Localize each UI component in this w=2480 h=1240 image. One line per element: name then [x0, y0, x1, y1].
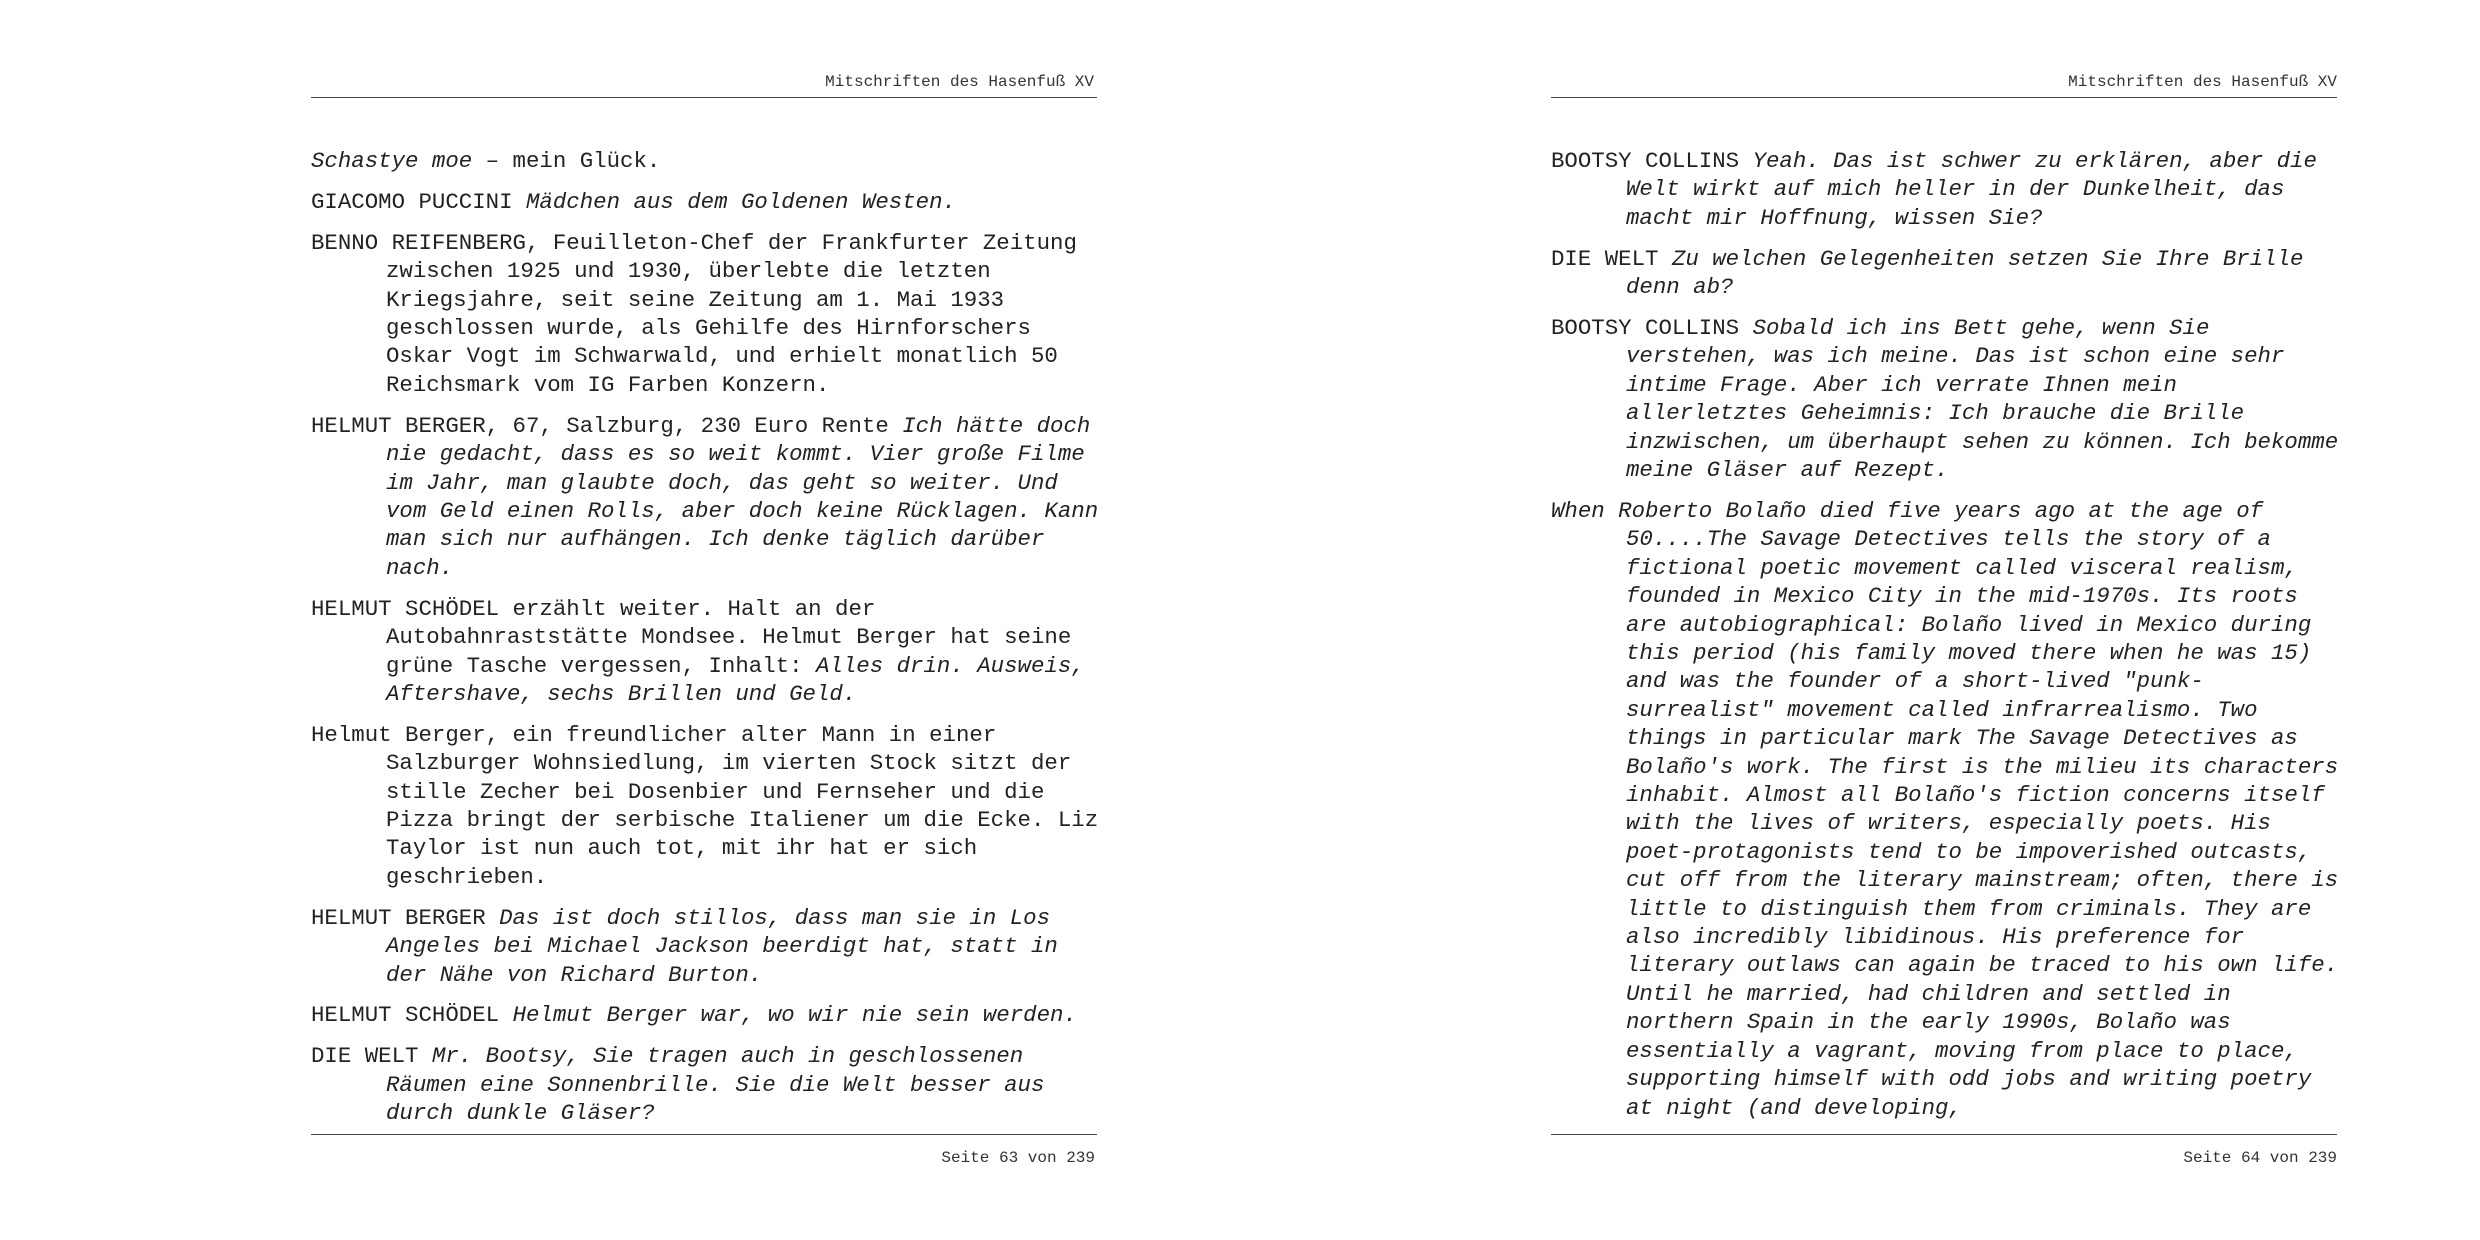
page-number: Seite 63 von 239 — [941, 1149, 1095, 1167]
page-body — [311, 147, 1101, 1140]
text-segment: HELMUT BERGER, 67, Salzburg, 230 Euro Rente — [311, 412, 903, 439]
paragraph — [311, 1042, 1101, 1127]
text-segment: HELMUT SCHÖDEL — [311, 1002, 513, 1029]
paragraph — [311, 1001, 1101, 1029]
text-segment: BOOTSY COLLINS — [1551, 148, 1753, 174]
running-header: Mitschriften des Hasenfuß XV — [825, 73, 1094, 91]
text-segment: DIE WELT — [311, 1043, 432, 1070]
italic-text: Alles drin. Ausweis, Aftershave, sechs Brillen und Geld. — [386, 652, 1085, 707]
italic-text: Zu welchen Gelegenheiten setzen Sie Ihre Brille denn ab? — [1626, 245, 2304, 301]
paragraph — [311, 595, 1101, 709]
paragraph — [311, 188, 1101, 216]
text-segment: Helmut Berger, ein freundlicher alter Mann in einer Salzburger Wohnsiedlung, im vierten Stock sitzt der stille Zecher bei Dosenbier und Fernseher und die Pizza bringt der serbische Italiener um die Ecke. Liz Taylor ist nun auch tot, mit ihr hat er sich geschrieben. — [311, 721, 1099, 890]
text-segment: HELMUT BERGER — [311, 904, 500, 931]
page-body — [1551, 147, 2341, 1134]
header-rule — [1551, 97, 2337, 98]
right-page — [1240, 0, 2480, 1240]
italic-text: Helmut Berger war, wo wir nie sein werden. — [512, 1002, 1077, 1029]
paragraph — [1551, 314, 2341, 484]
paragraph — [1551, 245, 2341, 302]
paragraph — [311, 147, 1101, 175]
text-segment: HELMUT SCHÖDEL erzählt weiter. Halt an der Autobahnraststätte Mondsee. Helmut Berger hat seine grüne Tasche vergessen, Inhalt: — [311, 595, 1072, 679]
italic-text: When Roberto Bolaño died five years ago at the age of 50....The Savage Detectives tells the story of a fictional poetic movement called visceral realism, founded in Mexico City in the mid-1970s. Its roots are autobiographical: Bolaño lived in Mexico during this period (his family moved there when he was 15) and was the founder of a short-lived "punk-surrealist" movement called infrarrealismo. Two things in particular mark The Savage Detectives as Bolaño's work. The first is the milieu its characters inhabit. Almost all Bolaño's fiction concerns itself with the lives of writers, especially poets. His poet-protagonists tend to be impoverished outcasts, cut off from the literary mainstream; often, there is little to distinguish them from criminals. They are also incredibly libidinous. His preference for literary outlaws can again be traced to his own life. Until he married, had children and settled in northern Spain in the early 1990s, Bolaño was essentially a vagrant, moving from place to place, supporting himself with odd jobs and writing poetry at night (and developing, — [1551, 497, 2339, 1121]
italic-text: Mr. Bootsy, Sie tragen auch in geschlossenen Räumen eine Sonnenbrille. Sie die Welt besser aus durch dunkle Gläser? — [386, 1043, 1045, 1127]
italic-text: Yeah. Das ist schwer zu erklären, aber die Welt wirkt auf mich heller in der Dunkelheit, das macht mir Hoffnung, wissen Sie? — [1626, 148, 2317, 231]
italic-text: Sobald ich ins Bett gehe, wenn Sie verstehen, was ich meine. Das ist schon eine sehr intime Frage. Aber ich verrate Ihnen mein allerletztes Geheimnis: Ich brauche die Brille inzwischen, um überhaupt sehen zu können. Ich bekomme meine Gläser auf Rezept. — [1626, 315, 2339, 484]
paragraph — [311, 721, 1101, 891]
text-segment: GIACOMO PUCCINI — [311, 188, 526, 215]
paragraph — [1551, 497, 2341, 1122]
paragraph — [311, 904, 1101, 989]
text-segment: – mein Glück. — [472, 148, 661, 174]
footer-rule — [1551, 1134, 2337, 1135]
text-segment: BOOTSY COLLINS — [1551, 315, 1753, 342]
header-rule — [311, 97, 1097, 98]
page-number: Seite 64 von 239 — [2183, 1149, 2337, 1167]
paragraph — [1551, 147, 2341, 232]
text-segment: BENNO REIFENBERG, Feuilleton-Chef der Frankfurter Zeitung zwischen 1925 und 1930, überlebte die letzten Kriegsjahre, seit seine Zeitung am 1. Mai 1933 geschlossen wurde, als Gehilfe des Hirnforschers Oskar Vogt im Schwarwald, und erhielt monatlich 50 Reichsmark vom IG Farben Konzern. — [311, 229, 1077, 398]
italic-text: Das ist doch stillos, dass man sie in Los Angeles bei Michael Jackson beerdigt hat, statt in der Nähe von Richard Burton. — [386, 904, 1058, 988]
italic-text: Schastye moe — [311, 148, 473, 174]
paragraph — [311, 229, 1101, 399]
italic-text: Mädchen aus dem Goldenen Westen. — [526, 188, 956, 215]
paragraph — [311, 412, 1101, 582]
running-header: Mitschriften des Hasenfuß XV — [2068, 73, 2337, 91]
text-segment: DIE WELT — [1551, 245, 1672, 272]
footer-rule — [311, 1134, 1097, 1135]
italic-text: Ich hätte doch nie gedacht, dass es so weit kommt. Vier große Filme im Jahr, man glaubte doch, das geht so weiter. Und vom Geld einen Rolls, aber doch keine Rücklagen. Kann man sich nur aufhängen. Ich denke täglich darüber nach. — [386, 412, 1099, 581]
